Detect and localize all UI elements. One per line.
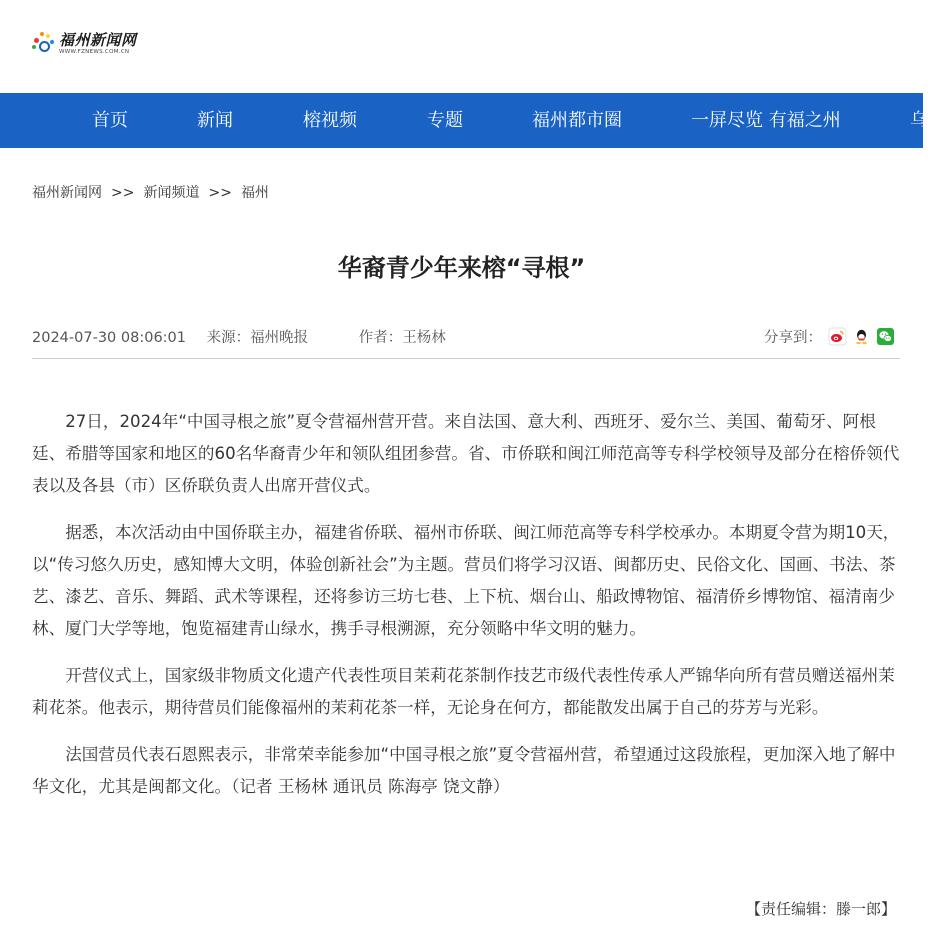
main-nav bbox=[0, 93, 928, 148]
nav-item-video[interactable]: 榕视频 bbox=[303, 110, 357, 131]
article-datetime: 2024-07-30 08:06:01 bbox=[32, 330, 186, 346]
logo-domain: WWW.FZNEWS.COM.CN bbox=[59, 49, 130, 55]
meta-divider bbox=[32, 358, 900, 359]
logo-mark-icon bbox=[32, 30, 58, 58]
article-paragraph: 开营仪式上，国家级非物质文化遗产代表性项目茉莉花茶制作技艺市级代表性传承人严锦华向所有营员赠送福州茉莉花茶。他表示，期待营员们能像福州的茉莉花茶一样，无论身在何方，都能散发出属于自己的芬芳与光彩。 bbox=[32, 666, 895, 717]
nav-item-home[interactable]: 首页 bbox=[92, 110, 128, 131]
breadcrumb-news-channel[interactable]: 新闻频道 bbox=[143, 185, 200, 201]
nav-item-metro[interactable]: 福州都市圈 bbox=[532, 110, 622, 131]
nav-item-topics[interactable]: 专题 bbox=[427, 110, 463, 131]
wechat-icon[interactable] bbox=[877, 328, 894, 345]
article-author: 作者：王杨林 bbox=[358, 330, 446, 346]
article-source: 来源：福州晚报 bbox=[206, 330, 309, 346]
share-label: 分享到： bbox=[764, 330, 822, 346]
site-logo[interactable] bbox=[32, 30, 137, 62]
article-title: 华裔青少年来榕“寻根” bbox=[337, 254, 586, 282]
breadcrumb bbox=[32, 182, 269, 202]
logo-name: 福州新闻网 bbox=[59, 31, 137, 49]
qq-icon[interactable] bbox=[853, 328, 870, 345]
responsible-editor: 【责任编辑：滕一郎】 bbox=[745, 900, 896, 918]
share-bar bbox=[764, 326, 894, 347]
breadcrumb-separator: >> bbox=[208, 185, 232, 201]
weibo-icon[interactable] bbox=[829, 328, 846, 345]
article-paragraph: 法国营员代表石恩熙表示，非常荣幸能参加“中国寻根之旅”夏令营福州营，希望通过这段旅程，更加深入地了解中华文化，尤其是闽都文化。（记者 王杨林 通讯员 陈海亭 饶文静） bbox=[32, 745, 896, 796]
nav-item-more[interactable]: 乌 bbox=[910, 110, 928, 131]
article-paragraph: 27日，2024年“中国寻根之旅”夏令营福州营开营。来自法国、意大利、西班牙、爱尔兰、美国、葡萄牙、阿根廷、希腊等国家和地区的60名华裔青少年和领队组团参营。省、市侨联和闽江师范高等专科学校领导及部分在榕侨领代表以及各县（市）区侨联负责人出席开营仪式。 bbox=[32, 412, 900, 495]
breadcrumb-home[interactable]: 福州新闻网 bbox=[32, 185, 102, 201]
nav-item-news[interactable]: 新闻 bbox=[197, 110, 233, 131]
article-paragraph: 据悉，本次活动由中国侨联主办，福建省侨联、福州市侨联、闽江师范高等专科学校承办。本期夏令营为期10天，以“传习悠久历史，感知博大文明，体验创新社会”为主题。营员们将学习汉语、闽都历史、民俗文化、国画、书法、茶艺、漆艺、音乐、舞蹈、武术等课程，还将参访三坊七巷、上下杭、烟台山、船政博物馆、福清侨乡博物馆、福清南少林、厦门大学等地，饱览福建青山绿水，携手寻根溯源，充分领略中华文明的魅力。 bbox=[32, 523, 900, 638]
breadcrumb-separator: >> bbox=[111, 185, 135, 201]
article-body bbox=[32, 406, 900, 818]
nav-item-panorama[interactable]: 一屏尽览 有福之州 bbox=[691, 110, 841, 131]
breadcrumb-fuzhou[interactable]: 福州 bbox=[240, 185, 269, 201]
article-meta bbox=[32, 326, 446, 347]
